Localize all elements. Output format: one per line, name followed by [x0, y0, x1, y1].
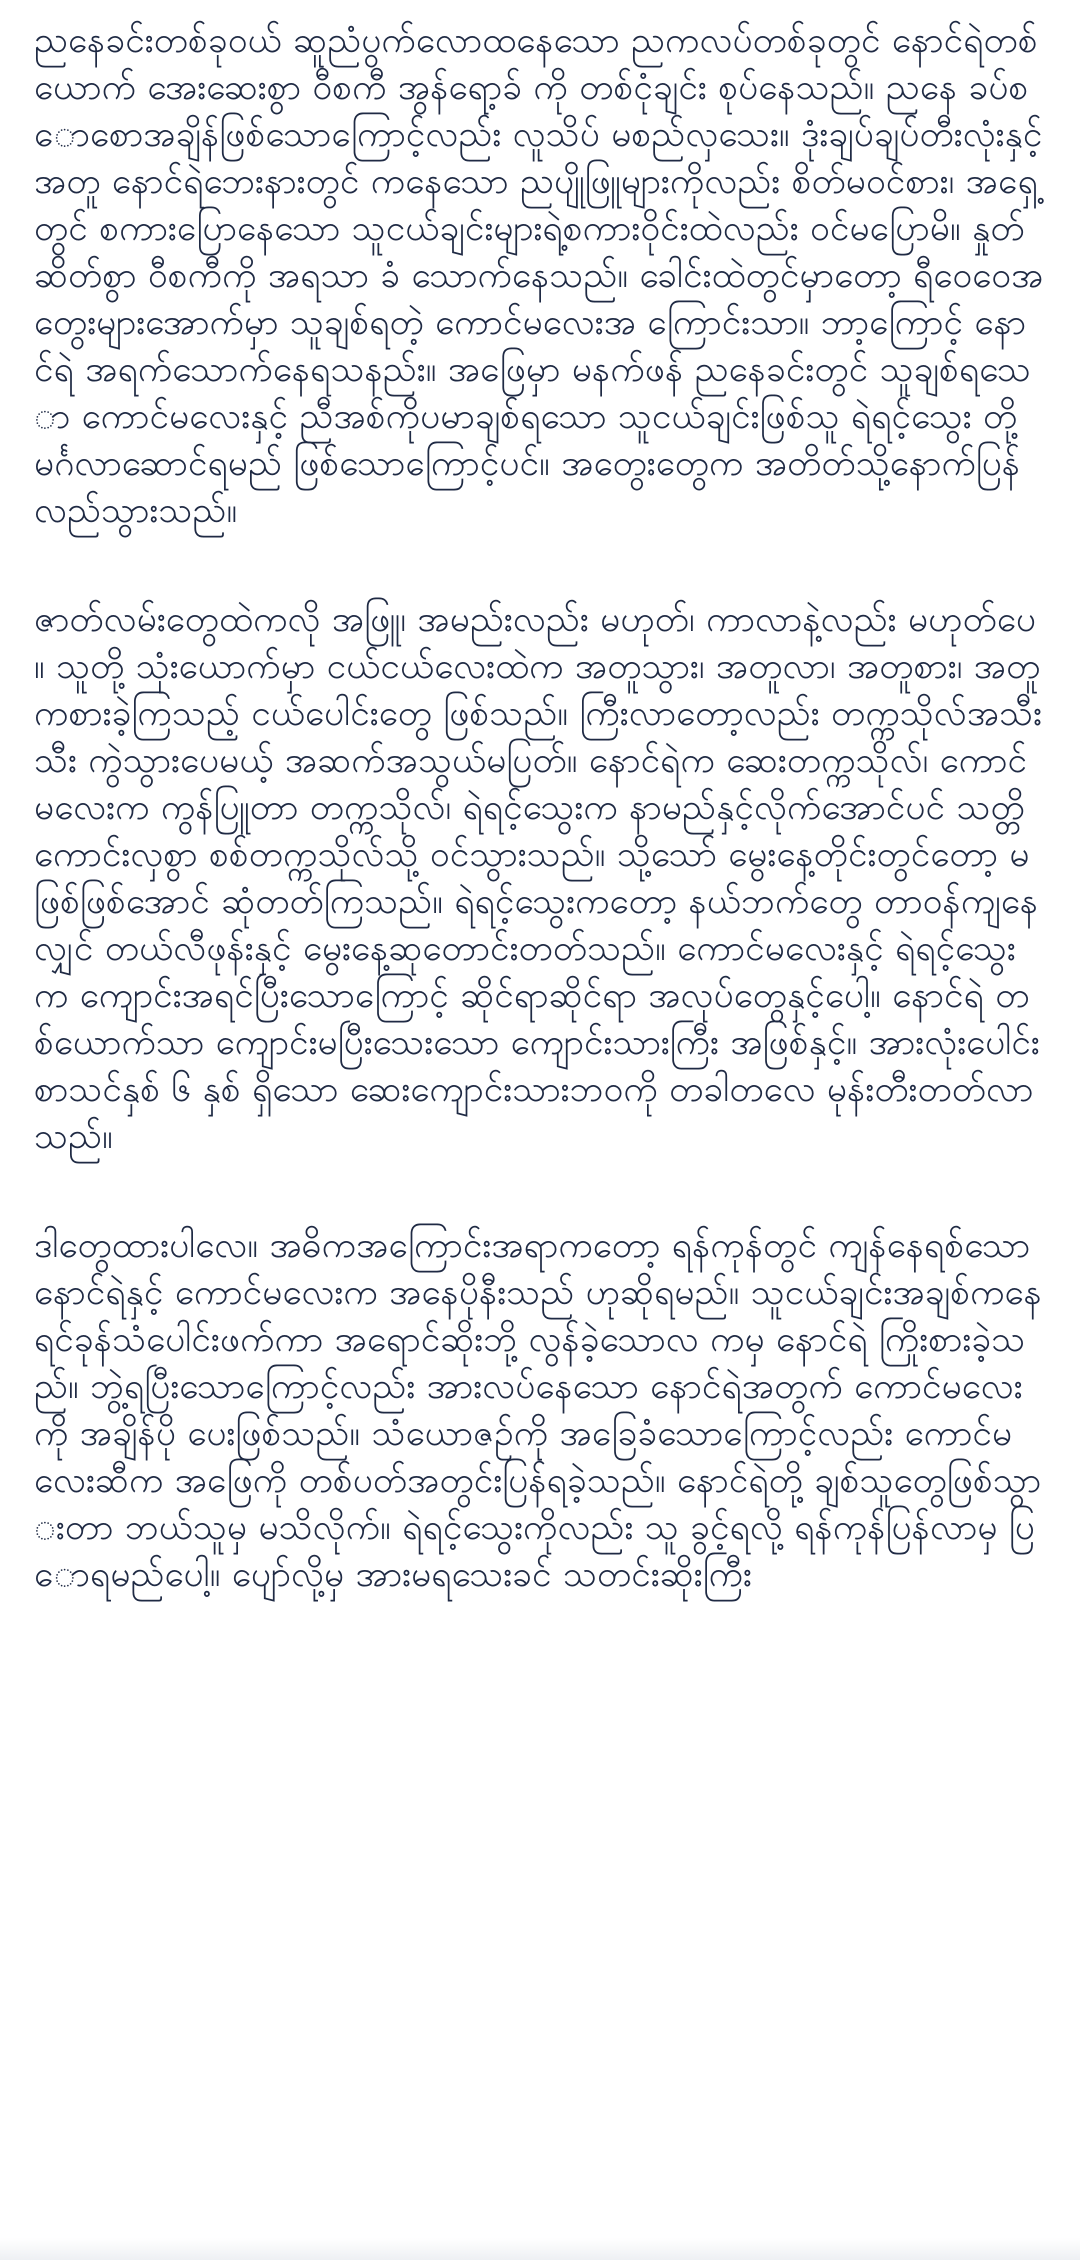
article-body [34, 18, 1044, 1661]
article-paragraph-1: ညနေခင်းတစ်ခုဝယ် ဆူညံပွက်လောထနေသော ညကလပ်တစ်ခုတွင် နောင်ရဲတစ်ယောက် အေးဆေးစွာ ဝီစကီ အွန်ရော့ခ် ကို တစ်ငုံချင်း စုပ်နေသည်။ ညနေ ခပ်စောစောအချိန်ဖြစ်သောကြောင့်လည်း လူသိပ် မစည်လှသေး။ ဒုံးချပ်ချပ်တီးလုံးနှင့်အတူ နောင်ရဲဘေးနားတွင် ကနေသော ညပျိုဖြူများကိုလည်း စိတ်မဝင်စား၊ အရှေ့ တွင် စကားပြောနေသော သူငယ်ချင်းများရဲ့စကားဝိုင်းထဲလည်း ဝင်မပြောမိ။ နှုတ်ဆိတ်စွာ ဝီစကီကို အရသာ ခံ သောက်နေသည်။ ခေါင်းထဲတွင်မှာတော့ ရီဝေဝေအတွေးများအောက်မှာ သူချစ်ရတဲ့ ကောင်မလေးအ ကြောင်းသာ။ ဘာ့ကြောင့် နောင်ရဲ အရက်သောက်နေရသနည်း။ အဖြေမှာ မနက်ဖန် ညနေခင်းတွင် သူချစ်ရသော ကောင်မလေးနှင့် ညီအစ်ကိုပမာချစ်ရသော သူငယ်ချင်းဖြစ်သူ ရဲရင့်သွေး တို့ မင်္ဂလာဆောင်ရမည် ဖြစ်သောကြောင့်ပင်။ အတွေးတွေက အတိတ်သို့နောက်ပြန်လည်သွားသည်။ [34, 21, 1044, 531]
article-paragraph-3: ဒါတွေထားပါလေ။ အဓိကအကြောင်းအရာကတော့ ရန်ကုန်တွင် ကျန်နေရစ်သော နောင်ရဲနှင့် ကောင်မလေးက အနေပိုနီးသည် ဟုဆိုရမည်။ သူငယ်ချင်းအချစ်ကနေ ရင်ခုန်သံပေါင်းဖက်ကာ အရောင်ဆိုးဘို့ လွန်ခဲ့သောလ ကမှ နောင်ရဲ ကြိုးစားခဲ့သည်။ ဘွဲ့ရပြီးသောကြောင့်လည်း အားလပ်နေသော နောင်ရဲအတွက် ကောင်မလေးကို အချိန်ပို ပေးဖြစ်သည်။ သံယောဇဉ်ကို အခြေခံသောကြောင့်လည်း ကောင်မလေးဆီက အဖြေကို တစ်ပတ်အတွင်းပြန်ရခဲ့သည်။ နောင်ရဲတို့ ချစ်သူတွေဖြစ်သွားတာ ဘယ်သူမှ မသိလိုက်။ ရဲရင့်သွေးကိုလည်း သူ ခွင့်ရလို့ ရန်ကုန်ပြန်လာမှ ပြောရမည်ပေါ့။ ပျော်လို့မှ အားမရသေးခင် သတင်းဆိုးကြီး [34, 1226, 1042, 1595]
scroll-edge-shadow [0, 2238, 1080, 2260]
article-paragraph-2: ဇာတ်လမ်းတွေထဲကလို အဖြူ၊ အမည်းလည်း မဟုတ်၊ ကာလာနဲ့လည်း မဟုတ်ပေ။ သူတို့ သုံးယောက်မှာ ငယ်ငယ်လေးထဲက အတူသွား၊ အတူလာ၊ အတူစား၊ အတူကစားခဲ့ကြသည့် ငယ်ပေါင်းတွေ ဖြစ်သည်။ ကြီးလာတော့လည်း တက္ကသိုလ်အသီးသီး ကွဲသွားပေမယ့် အဆက်အသွယ်မပြတ်။ နောင်ရဲက ဆေးတက္ကသိုလ်၊ ကောင်မလေးက ကွန်ပြူတာ တက္ကသိုလ်၊ ရဲရင့်သွေးက နာမည်နှင့်လိုက်အောင်ပင် သတ္တိကောင်းလှစွာ စစ်တက္ကသိုလ်သို့ ဝင်သွားသည်။ သို့သော် မွေးနေ့တိုင်းတွင်တော့ မဖြစ်ဖြစ်အောင် ဆုံတတ်ကြသည်။ ရဲရင့်သွေးကတော့ နယ်ဘက်တွေ တာဝန်ကျနေလျှင် တယ်လီဖုန်းနှင့် မွေးနေ့ဆုတောင်းတတ်သည်။ ကောင်မလေးနှင့် ရဲရင့်သွေးက ကျောင်းအရင်ပြီးသောကြောင့် ဆိုင်ရာဆိုင်ရာ အလုပ်တွေနှင့်ပေါ့။ နောင်ရဲ တစ်ယောက်သာ ကျောင်းမပြီးသေးသော ကျောင်းသားကြီး အဖြစ်နှင့်။ အားလုံးပေါင်း စာသင်နှစ် ၆ နှစ် ရှိသော ဆေးကျောင်းသားဘဝကို တခါတလေ မုန်းတီးတတ်လာသည်။ [34, 600, 1043, 1157]
